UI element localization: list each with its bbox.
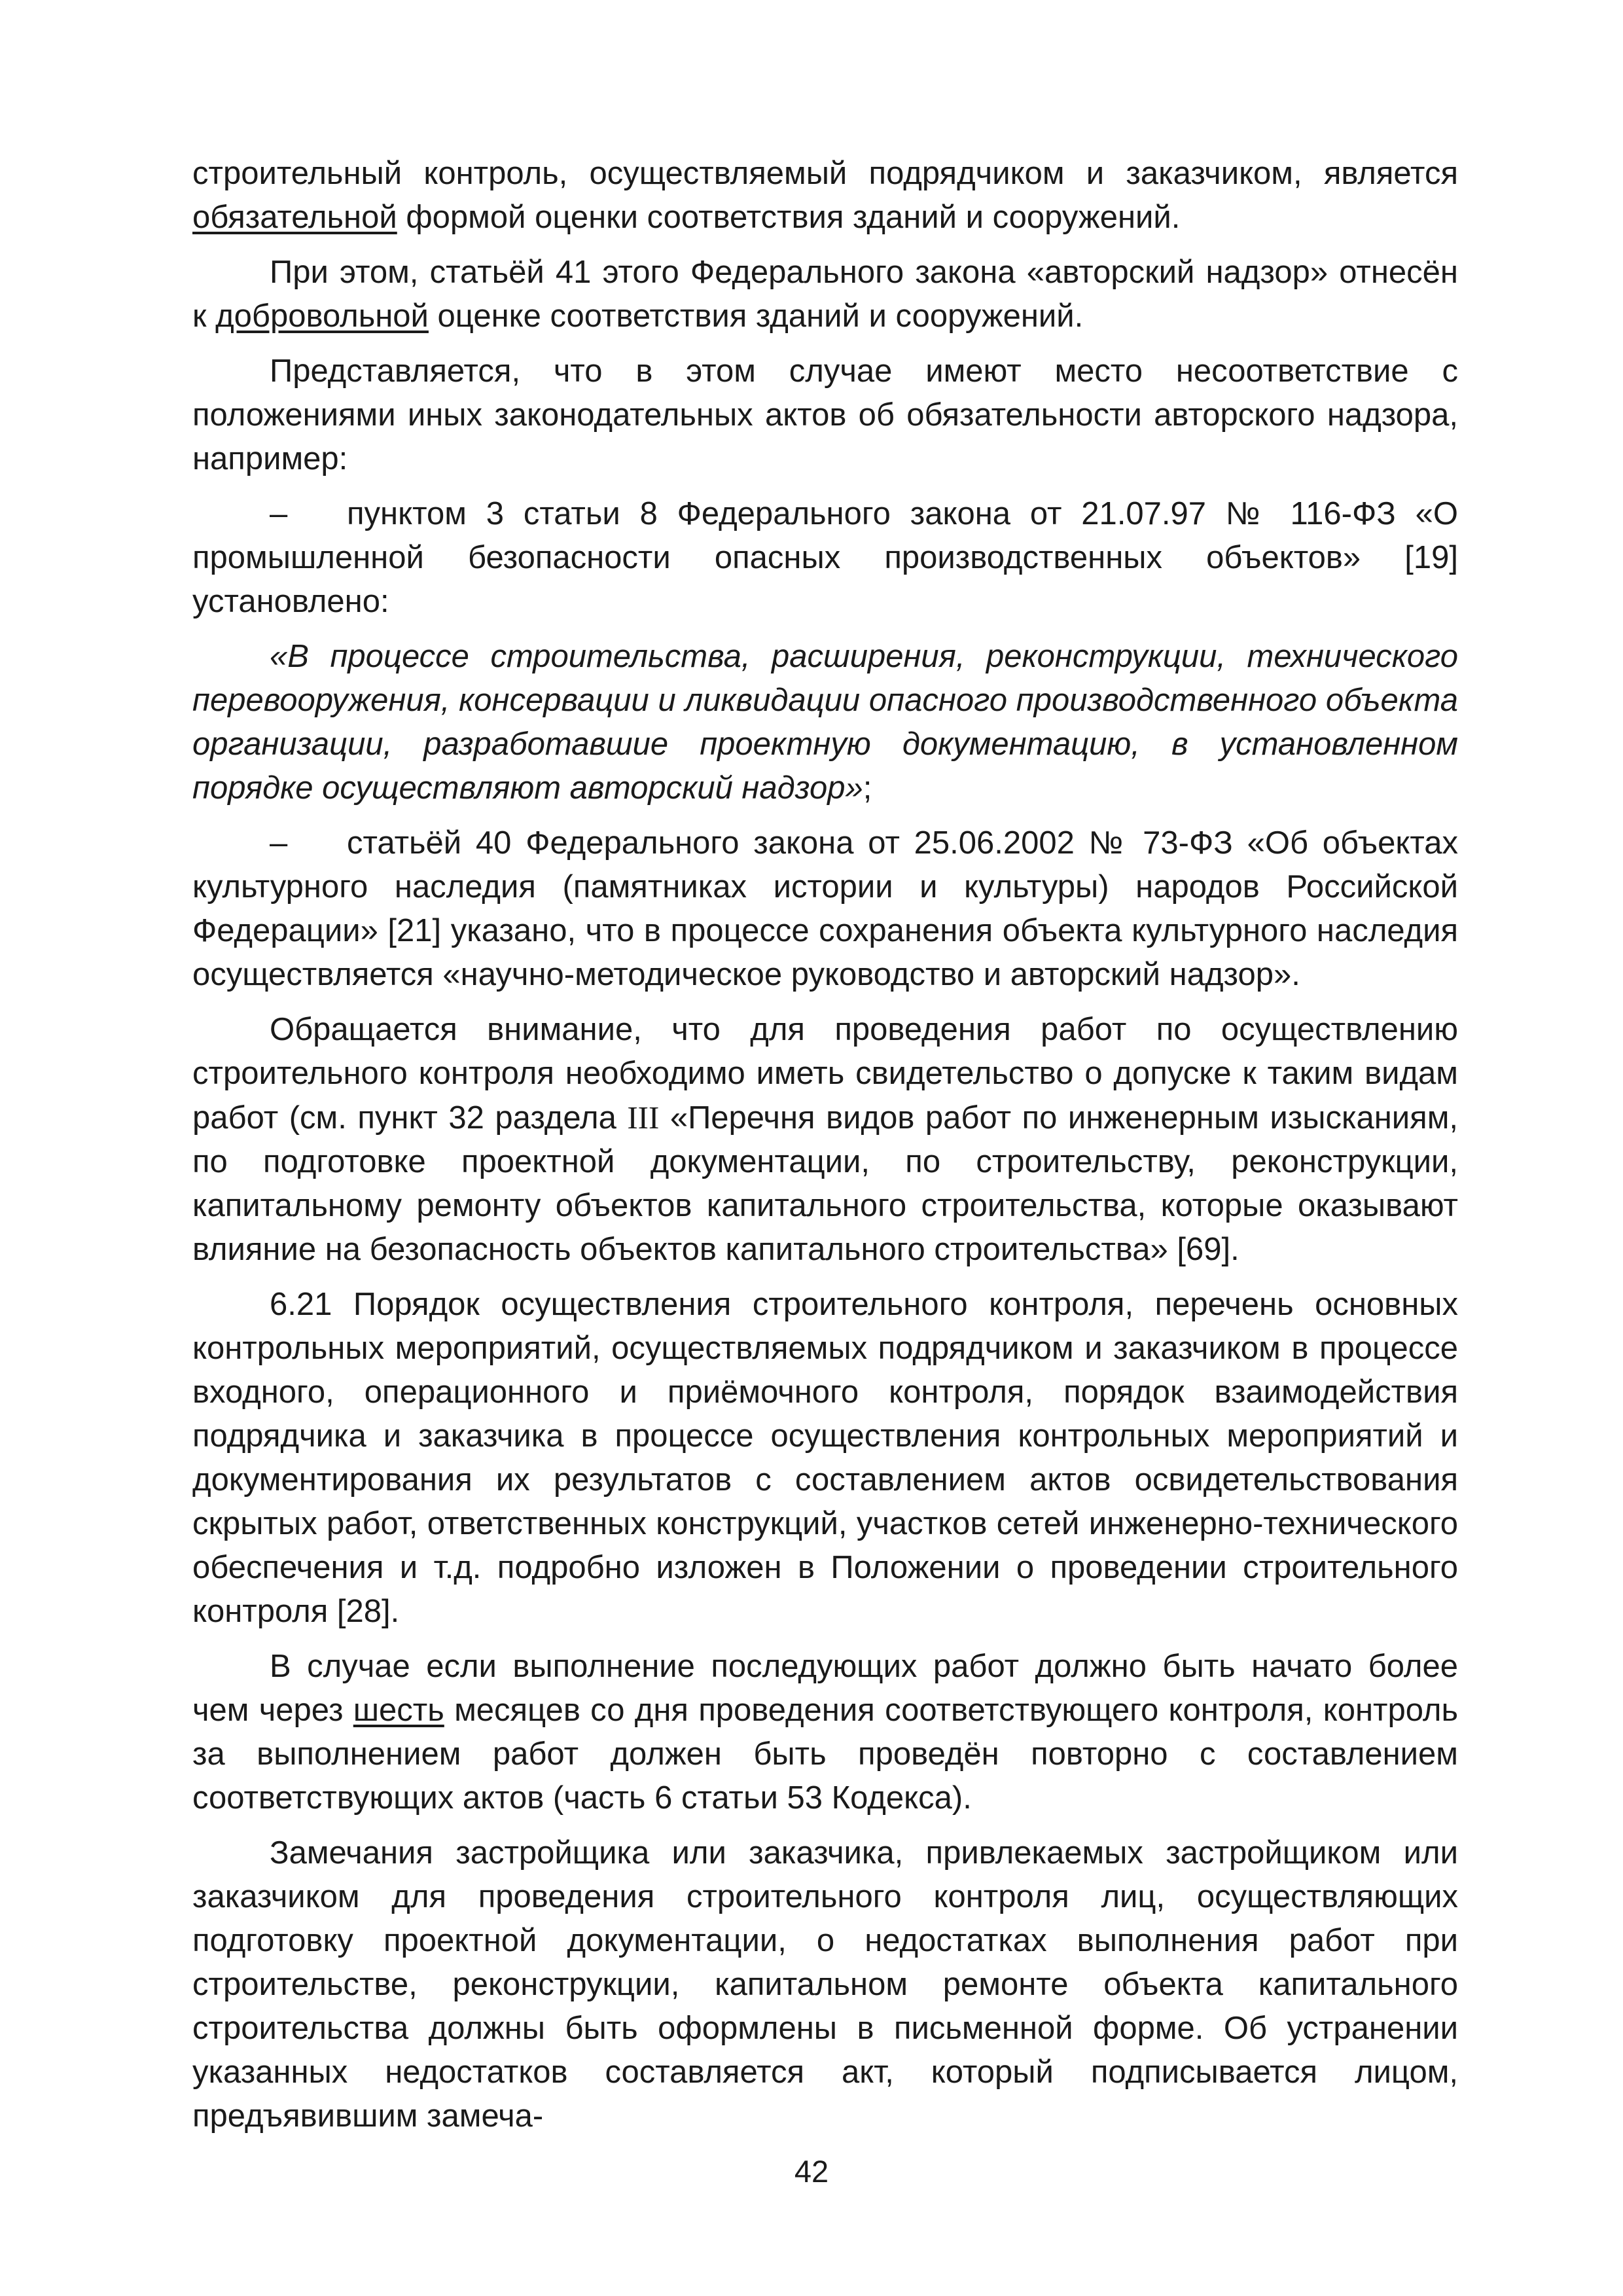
list-item-law-116 bbox=[192, 492, 1458, 624]
paragraph-attention-text-end: «Перечня видов работ по инженерным изысканиям, по подготовке проектной документации, по строительству, реконструкции, капитальному ремонту объектов капитального строительства, которые оказывают влияние на безопасность объектов капитального строительства» [69]. bbox=[192, 1100, 1458, 1267]
underlined-word-obligatory: обязательной bbox=[192, 200, 397, 235]
paragraph-six-months-text-end: месяцев со дня проведения соответствующего контроля, контроль за выполнением работ должен быть проведён повторно с составлением соответствующих актов (часть 6 статьи 53 Кодекса). bbox=[192, 1693, 1458, 1816]
paragraph-2-text: При этом, статьёй 41 этого Федерального закона «авторский надзор» отнесён к bbox=[192, 255, 1458, 334]
paragraph-six-months bbox=[192, 1645, 1458, 1820]
paragraph-1-text: строительный контроль, осуществляемый подрядчиком и заказчиком, является bbox=[192, 156, 1458, 191]
list-item-law-116-text: пунктом 3 статьи 8 Федерального закона от 21.07.97 № 116-ФЗ «О промышленной безопасности опасных производственных объектов» [19] установлено: bbox=[192, 496, 1458, 619]
quote-end: ; bbox=[863, 770, 872, 806]
page-number: 42 bbox=[794, 2154, 829, 2189]
paragraph-1-text-end: формой оценки соответствия зданий и сооружений. bbox=[397, 200, 1181, 235]
quote-text: «В процессе строительства, расширения, реконструкции, технического перевооружения, консервации и ликвидации опасного производственного объекта организации, разработавшие проектную документацию, в установленном порядке осуществляют авторский надзор» bbox=[192, 639, 1458, 806]
paragraph-3: Представляется, что в этом случае имеют место несоответствие с положениями иных законодательных актов об обязательности авторского надзора, например: bbox=[192, 353, 1458, 476]
body-text bbox=[192, 152, 1458, 2149]
roman-numeral: III bbox=[627, 1100, 660, 1136]
list-item-law-73 bbox=[192, 821, 1458, 997]
paragraph-remarks: Замечания застройщика или заказчика, привлекаемых застройщиком или заказчиком для проведения строительного контроля лиц, осуществляющих подготовку проектной документации, о недостатках выполнения работ при строительстве, реконструкции, капитальном ремонте объекта капитального строительства должны быть оформлены в письменной форме. Об устранении указанных недостатков составляется акт, который подписывается лицом, предъявившим замеча- bbox=[192, 1835, 1458, 2134]
underlined-word-voluntary: добровольной bbox=[215, 298, 429, 334]
paragraph-1 bbox=[192, 152, 1458, 240]
paragraph-quote bbox=[192, 635, 1458, 810]
paragraph-2 bbox=[192, 251, 1458, 338]
paragraph-six-months-text: В случае если выполнение последующих работ должно быть начато более чем через bbox=[192, 1649, 1458, 1728]
paragraph-2-text-end: оценке соответствия зданий и сооружений. bbox=[428, 298, 1084, 334]
paragraph-attention bbox=[192, 1008, 1458, 1272]
underlined-word-six: шесть bbox=[353, 1693, 444, 1728]
list-item-law-73-text: статьёй 40 Федерального закона от 25.06.2002 № 73-ФЗ «Об объектах культурного наследия (памятниках истории и культуры) народов Российской Федерации» [21] указано, что в процессе сохранения объекта культурного наследия осуществляется «научно-методическое руководство и авторский надзор». bbox=[192, 825, 1458, 992]
paragraph-6-21: 6.21 Порядок осуществления строительного контроля, перечень основных контрольных мероприятий, осуществляемых подрядчиком и заказчиком в процессе входного, операционного и приёмочного контроля, порядок взаимодействия подрядчика и заказчика в процессе осуществления контрольных мероприятий и документирования их результатов с составлением актов освидетельствования скрытых работ, ответственных конструкций, участков сетей инженерно-технического обеспечения и т.д. подробно изложен в Положении о проведении строительного контроля [28]. bbox=[192, 1287, 1458, 1629]
paragraph-attention-text: Обращается внимание, что для проведения работ по осуществлению строительного контроля необходимо иметь свидетельство о допуске к таким видам работ (см. пункт 32 раздела bbox=[192, 1012, 1458, 1136]
dash-marker: – bbox=[270, 825, 288, 861]
dash-marker: – bbox=[270, 496, 288, 531]
